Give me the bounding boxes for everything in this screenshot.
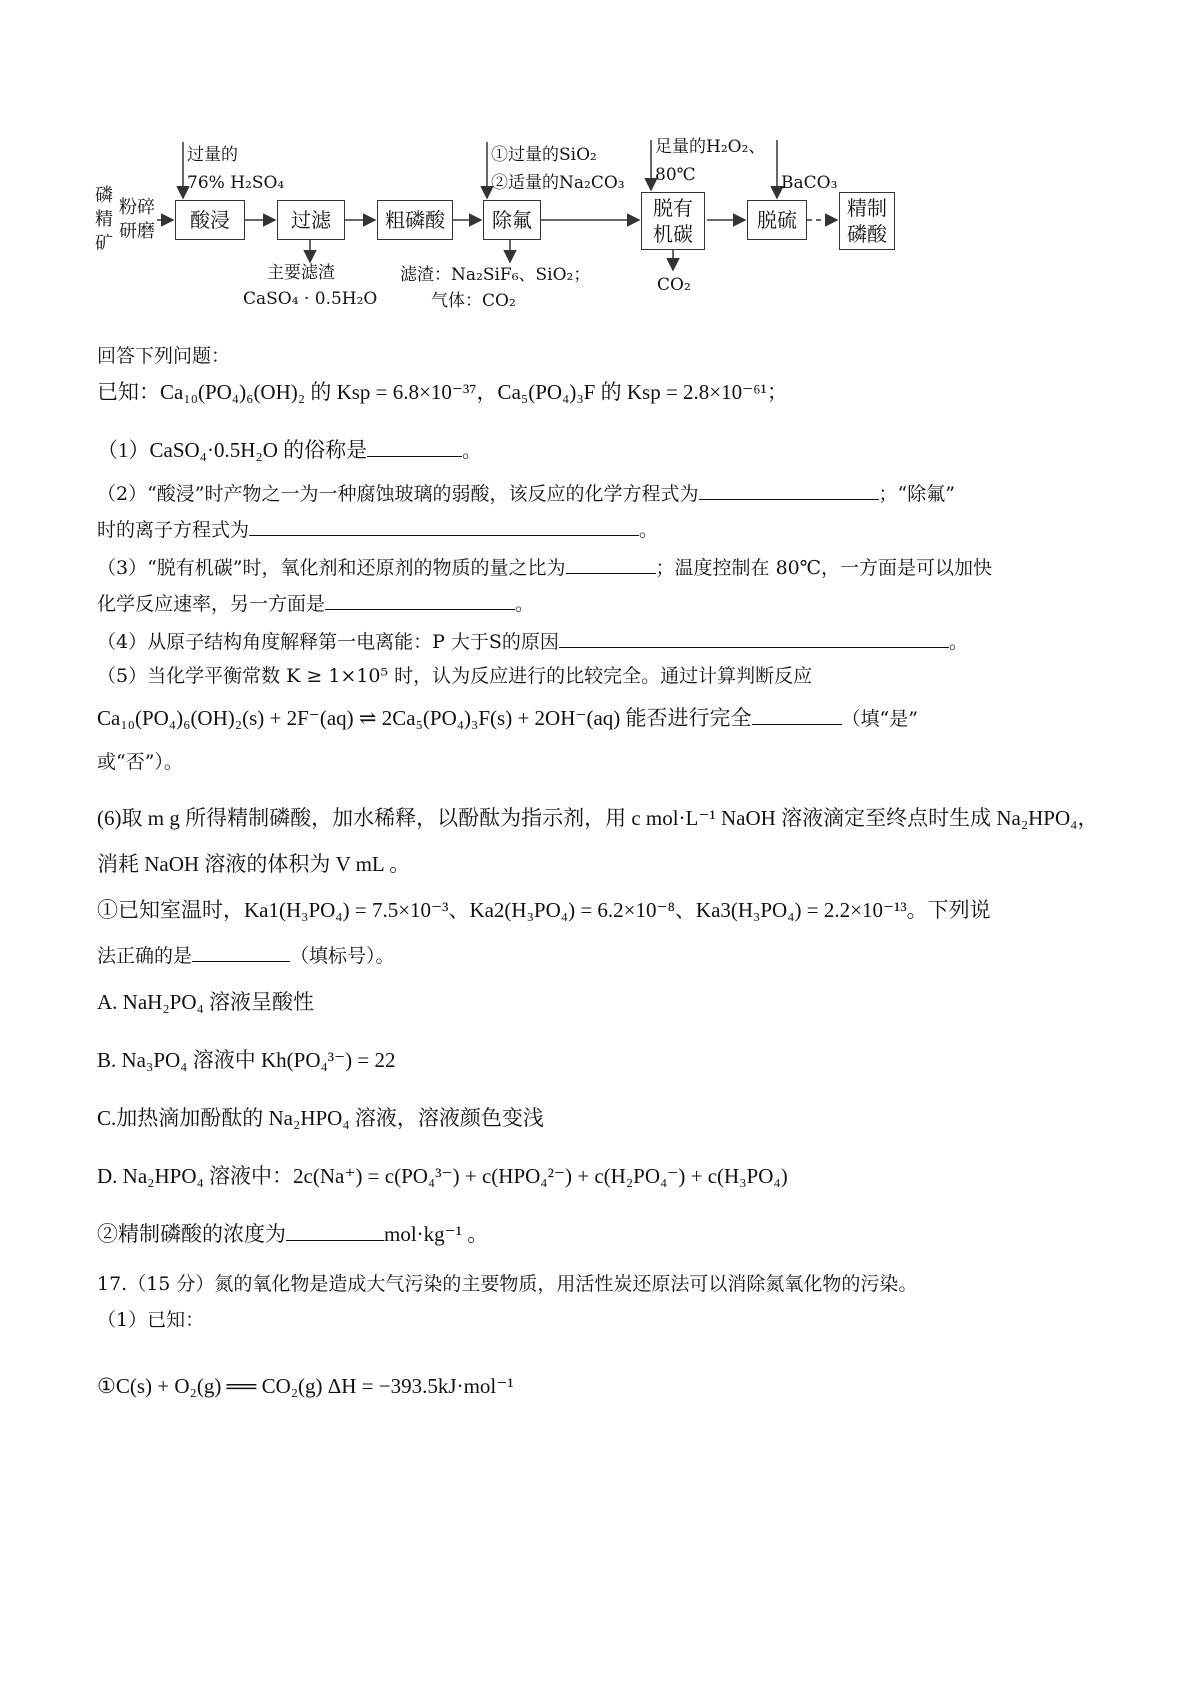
question-5-equation: Ca₁₀(PO₄)₆(OH)₂(s) + 2F⁻(aq) ⇌ 2Ca₅(PO₄)₃F(s) + 2OH⁻(aq) 能否进行完全 （填“是” (97, 706, 918, 730)
leach-box: 酸浸 (175, 200, 245, 240)
acid-input-label-1: 过量的 (187, 145, 238, 165)
decarb-output-label: CO₂ (657, 275, 691, 295)
question-17-1: （1）已知： (97, 1309, 205, 1331)
answer-blank[interactable] (325, 591, 515, 610)
option-c: C.加热滴加酚酞的 Na₂HPO₄ 溶液，溶液颜色变浅 (97, 1106, 544, 1130)
refined-acid-box: 精制磷酸 (839, 192, 895, 250)
answer-blank[interactable] (192, 943, 290, 962)
question-4: （4）从原子结构角度解释第一电离能：P 大于S的原因 。 (97, 631, 968, 653)
residue-label-1: 主要滤渣 (267, 263, 335, 283)
question-17: 17.（15 分）氮的氧化物是造成大气污染的主要物质，用活性炭还原法可以消除氮氧化物的污染。 (97, 1273, 918, 1295)
decarb-box: 脱有机碳 (641, 192, 705, 250)
option-d: D. Na₂HPO₄ 溶液中：2c(Na⁺) = c(PO₄³⁻) + c(HPO₄²⁻) + c(H₂PO₄⁻) + c(H₃PO₄) (97, 1164, 788, 1188)
question-6-1-cont: 法正确的是 （填标号）。 (97, 945, 395, 967)
defluor-input-label-2: ②适量的Na₂CO₃ (491, 173, 625, 193)
question-3-cont: 化学反应速率，另一方面是 。 (97, 593, 535, 615)
acid-input-label-2: 76% H₂SO₄ (187, 173, 285, 193)
defluor-output-label-1: 滤渣：Na₂SiF₆、SiO₂； (400, 265, 591, 285)
crude-acid-box: 粗磷酸 (377, 200, 453, 240)
answer-blank[interactable] (566, 555, 656, 574)
decarb-input-label-1: 足量的H₂O₂、 (655, 137, 766, 157)
desulf-input-label: BaCO₃ (781, 173, 838, 193)
question-2: （2）“酸浸”时产物之一为一种腐蚀玻璃的弱酸，该反应的化学方程式为 ；“除氟” (97, 483, 955, 505)
start-label: 磷精矿 (95, 185, 113, 254)
thermo-equation-1: ①C(s) + O₂(g) ══ CO₂(g) ΔH = −393.5kJ·mol⁻¹ (97, 1374, 514, 1398)
question-6-2: ②精制磷酸的浓度为 mol·kg⁻¹ 。 (97, 1222, 489, 1246)
answer-blank[interactable] (699, 481, 879, 500)
desulf-box: 脱硫 (747, 200, 807, 240)
question-5: （5）当化学平衡常数 K ≥ 1×10⁵ 时，认为反应进行的比较完全。通过计算判断反应 (97, 665, 813, 687)
ksp-given-line: 已知：Ca₁₀(PO₄)₆(OH)₂ 的 Ksp = 6.8×10⁻³⁷，Ca₅(PO₄)₃F 的 Ksp = 2.8×10⁻⁶¹； (97, 380, 788, 404)
question-2-cont: 时的离子方程式为 。 (97, 519, 659, 541)
residue-label-2: CaSO₄ · 0.5H₂O (243, 289, 378, 309)
option-b: B. Na₃PO₄ 溶液中 Kh(PO₄³⁻) = 22 (97, 1048, 396, 1072)
answer-blank[interactable] (367, 438, 462, 457)
process-flowchart (95, 137, 995, 340)
option-a: A. NaH₂PO₄ 溶液呈酸性 (97, 990, 315, 1014)
intro-line: 回答下列问题： (97, 345, 231, 367)
defluor-box: 除氟 (483, 200, 541, 240)
answer-blank[interactable] (286, 1222, 384, 1241)
question-3: （3）“脱有机碳”时，氧化剂和还原剂的物质的量之比为 ；温度控制在 80℃，一方面是可以加快 (97, 557, 993, 579)
question-6: (6)取 m g 所得精制磷酸，加水稀释，以酚酞为指示剂，用 c mol·L⁻¹ NaOH 溶液滴定至终点时生成 Na₂HPO₄， (97, 806, 1099, 830)
decarb-input-label-2: 80℃ (655, 165, 696, 185)
defluor-input-label-1: ①过量的SiO₂ (491, 145, 597, 165)
filter-box: 过滤 (277, 200, 345, 240)
question-1: （1）CaSO₄·0.5H₂O 的俗称是 。 (97, 438, 482, 462)
answer-blank[interactable] (559, 629, 949, 648)
defluor-output-label-2: 气体：CO₂ (431, 291, 516, 311)
question-6-1: ①已知室温时，Ka1(H₃PO₄) = 7.5×10⁻³、Ka2(H₃PO₄) = 6.2×10⁻⁸、Ka3(H₃PO₄) = 2.2×10⁻¹³。下列说 (97, 898, 991, 922)
grind-label: 粉碎研磨 (119, 197, 155, 242)
question-6-cont: 消耗 NaOH 溶液的体积为 V mL 。 (97, 852, 411, 876)
answer-blank[interactable] (752, 706, 842, 725)
answer-blank[interactable] (249, 517, 639, 536)
question-5-cont: 或“否”）。 (97, 751, 183, 773)
